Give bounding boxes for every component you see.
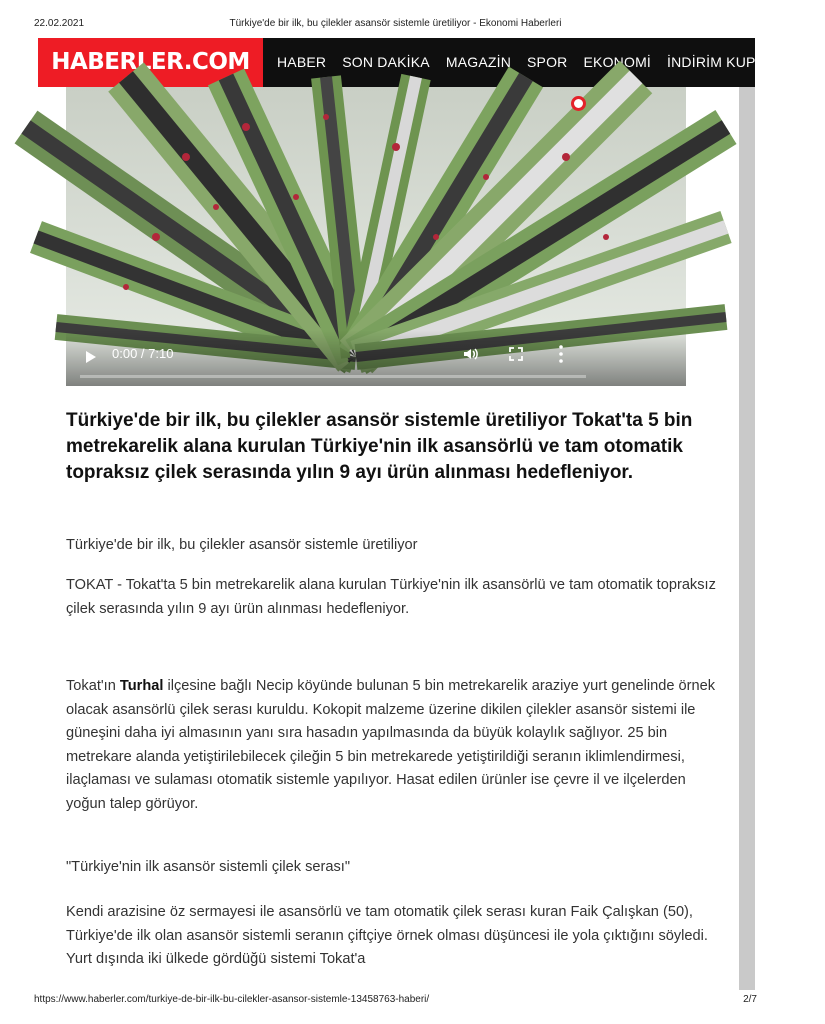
print-url: https://www.haberler.com/turkiye-de-bir-ilk-bu-cilekler-asansor-sistemle-13458763-haberi/ xyxy=(34,994,430,1005)
article-body-paragraph-2: Kendi arazisine öz sermayesi ile asansörlü ve tam otomatik çilek serası kuran Faik Çalışkan (50), Türkiye'de ilk olan asansör sistemli seranın çiftçiye örnek olması düşüncesi ile yola çıktığını söyledi. Yurt dışında iki ülkede gördüğü sistemi Tokat'a xyxy=(66,904,708,967)
live-indicator-icon xyxy=(571,96,586,111)
print-footer xyxy=(0,990,791,1024)
print-document-title: Türkiye'de bir ilk, bu çilekler asansör sistemle üretiliyor - Ekonomi Haberleri xyxy=(229,18,562,29)
body-text-rest: ilçesine bağlı Necip köyünde bulunan 5 bin metrekarelik araziye yurt genelinde örnek olacak asansörlü çilek serası kuruldu. Kokopit malzeme üzerine dikilen çilekler asansör sistemi ile güneşini daha iyi almasının yanı sıra hasadın yapılmasında da büyük kolaylık sağlıyor. 25 bin metrekare alanda yetiştirilebilecek çileğin 5 bin metrekarede yetiştirildiği seranın iklimlendirmesi, ilaçlaması ve sulaması otomatik sistemle yapılıyor. Hasat edilen ürünler ise çevre il ve ilçelerden yoğun talep görüyor. xyxy=(66,678,716,812)
video-time: 0:00 / 7:10 xyxy=(112,346,174,361)
article-lead: TOKAT - Tokat'ta 5 bin metrekarelik alana kurulan Türkiye'nin ilk asansörlü ve tam otomatik topraksız çilek serasında yılın 9 ayı ürün alınması hedefleniyor. xyxy=(66,577,716,617)
nav-item-son-dakika[interactable]: SON DAKİKA xyxy=(342,54,430,70)
video-controls xyxy=(66,330,686,386)
print-date: 22.02.2021 xyxy=(34,18,85,29)
article-subtitle: Türkiye'de bir ilk, bu çilekler asansör sistemle üretiliyor xyxy=(66,537,418,553)
play-icon[interactable] xyxy=(86,351,96,363)
volume-icon[interactable] xyxy=(463,346,479,362)
main-nav xyxy=(277,38,825,87)
nav-item-indirim-kuponlari[interactable]: İNDİRİM KUPONLARI xyxy=(667,54,809,70)
page-scrollbar[interactable] xyxy=(739,87,755,990)
nav-item-spor[interactable]: SPOR xyxy=(527,54,568,70)
body-text-prefix: Tokat'ın xyxy=(66,678,120,694)
site-logo[interactable]: HABERLER.COM xyxy=(38,38,263,87)
article-body-paragraph xyxy=(66,675,716,816)
print-header xyxy=(0,0,791,36)
print-page-number: 2/7 xyxy=(743,994,757,1005)
more-options-icon[interactable] xyxy=(559,345,563,363)
nav-item-haber[interactable]: HABER xyxy=(277,54,327,70)
video-player[interactable] xyxy=(66,87,686,386)
video-progress-bar[interactable] xyxy=(80,375,586,378)
article-headline: Türkiye'de bir ilk, bu çilekler asansör sistemle üretiliyor Tokat'ta 5 bin metrekarelik alana kurulan Türkiye'nin ilk asansörlü ve tam otomatik topraksız çilek serasında yılın 9 ayı ürün alınması hedefleniyor. xyxy=(66,410,693,483)
tag-link-turhal[interactable]: Turhal xyxy=(119,678,164,694)
fullscreen-icon[interactable] xyxy=(509,347,523,361)
article-quote-heading: "Türkiye'nin ilk asansör sistemli çilek serası" xyxy=(66,859,351,875)
nav-item-magazin[interactable]: MAGAZİN xyxy=(445,54,512,70)
nav-item-ekonomi[interactable]: EKONOMİ xyxy=(583,54,652,70)
